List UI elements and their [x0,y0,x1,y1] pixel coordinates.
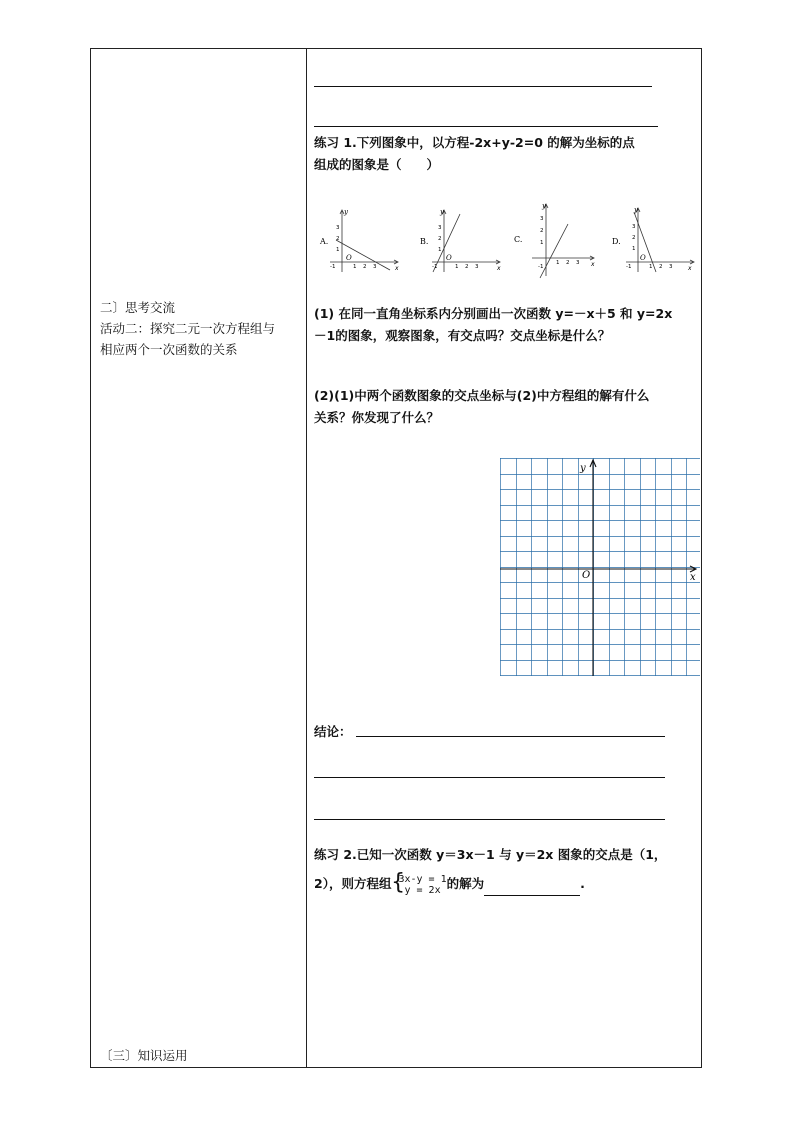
option-b-label: B. [420,237,429,246]
y-axis-label: y [580,463,586,474]
svg-text:3: 3 [540,216,544,222]
exercise1-line2: 组成的图象是（ ） [314,157,440,172]
x-axis-label: x [690,572,696,583]
equation-2: y = 2x [398,884,441,896]
svg-text:x: x [395,265,399,272]
svg-text:x: x [688,265,692,272]
svg-text:-1: -1 [432,264,438,270]
coordinate-grid [500,458,700,676]
exercise2-line1: 练习 2.已知一次函数 y＝3x－1 与 y＝2x 图象的交点是（1， [314,847,667,862]
svg-text:y: y [344,208,348,216]
svg-text:3: 3 [632,224,636,230]
svg-text:y: y [440,208,444,216]
exercise2-prefix: 2），则方程组 [314,876,392,891]
option-a-label: A. [320,237,329,246]
svg-text:x: x [497,265,501,272]
option-b-graph [418,200,508,282]
column-divider [306,48,307,1068]
svg-text:O: O [446,254,452,262]
svg-text:3: 3 [669,264,673,270]
option-c-graph [512,200,602,282]
svg-text:-1: -1 [330,264,336,270]
exercise2-line2: 2），则方程组 { 3x-y = 1 y = 2x 的解为 . [314,869,585,896]
activity2-line1: 活动二：探究二元一次方程组与 [100,321,276,336]
svg-text:2: 2 [465,264,469,270]
question1-line2: －1的图象，观察图象，有交点吗？交点坐标是什么？ [314,328,611,343]
option-d-graph [608,200,698,282]
svg-text:1: 1 [632,246,636,252]
svg-text:3: 3 [336,225,340,231]
svg-text:2: 2 [540,228,544,234]
svg-text:1: 1 [353,264,357,270]
svg-text:-1: -1 [626,264,632,270]
svg-text:2: 2 [438,236,442,242]
answer-line [314,86,652,87]
answer-blank[interactable] [484,881,580,896]
svg-text:3: 3 [438,225,442,231]
svg-text:y: y [634,206,638,214]
question1-line1: (1) 在同一直角坐标系内分别画出一次函数 y=－x＋5 和 y=2x [314,306,673,321]
section2-title: 二〕思考交流 [100,300,176,315]
option-a-graph [316,200,406,282]
svg-text:1: 1 [438,247,442,253]
svg-text:3: 3 [576,260,580,266]
answer-line [314,126,658,127]
exercise2-suffix: 的解为 [446,876,485,891]
svg-text:2: 2 [566,260,570,266]
conclusion-label: 结论： [314,724,352,739]
svg-text:O: O [640,254,646,262]
svg-text:2: 2 [336,236,340,242]
svg-text:1: 1 [336,247,340,253]
exercise1-line1: 练习 1.下列图象中，以方程-2x+y-2=0 的解为坐标的点 [314,135,635,150]
svg-text:3: 3 [373,264,377,270]
svg-text:x: x [591,261,595,268]
section3-title: 〔三〕知识运用 [100,1048,188,1063]
option-c-label: C. [514,235,523,244]
conclusion-line [314,819,665,820]
svg-text:2: 2 [659,264,663,270]
svg-text:O: O [346,254,352,262]
question2-line1: (2)(1)中两个函数图象的交点坐标与(2)中方程组的解有什么 [314,388,650,403]
brace-icon: { [391,869,405,895]
question2-line2: 关系？你发现了什么？ [314,410,440,425]
svg-text:2: 2 [363,264,367,270]
svg-text:y: y [542,202,546,210]
svg-text:2: 2 [632,235,636,241]
origin-label: O [582,570,591,581]
conclusion-line [356,736,665,737]
svg-text:1: 1 [455,264,459,270]
svg-text:1: 1 [540,240,544,246]
equation-system [391,869,447,896]
option-d-label: D. [612,237,621,246]
svg-text:1: 1 [649,264,653,270]
conclusion-line [314,777,665,778]
svg-text:1: 1 [556,260,560,266]
activity2-line2: 相应两个一次函数的关系 [100,342,238,357]
svg-text:-1: -1 [538,264,544,270]
equation-1: 3x-y = 1 [398,873,447,885]
svg-text:3: 3 [475,264,479,270]
